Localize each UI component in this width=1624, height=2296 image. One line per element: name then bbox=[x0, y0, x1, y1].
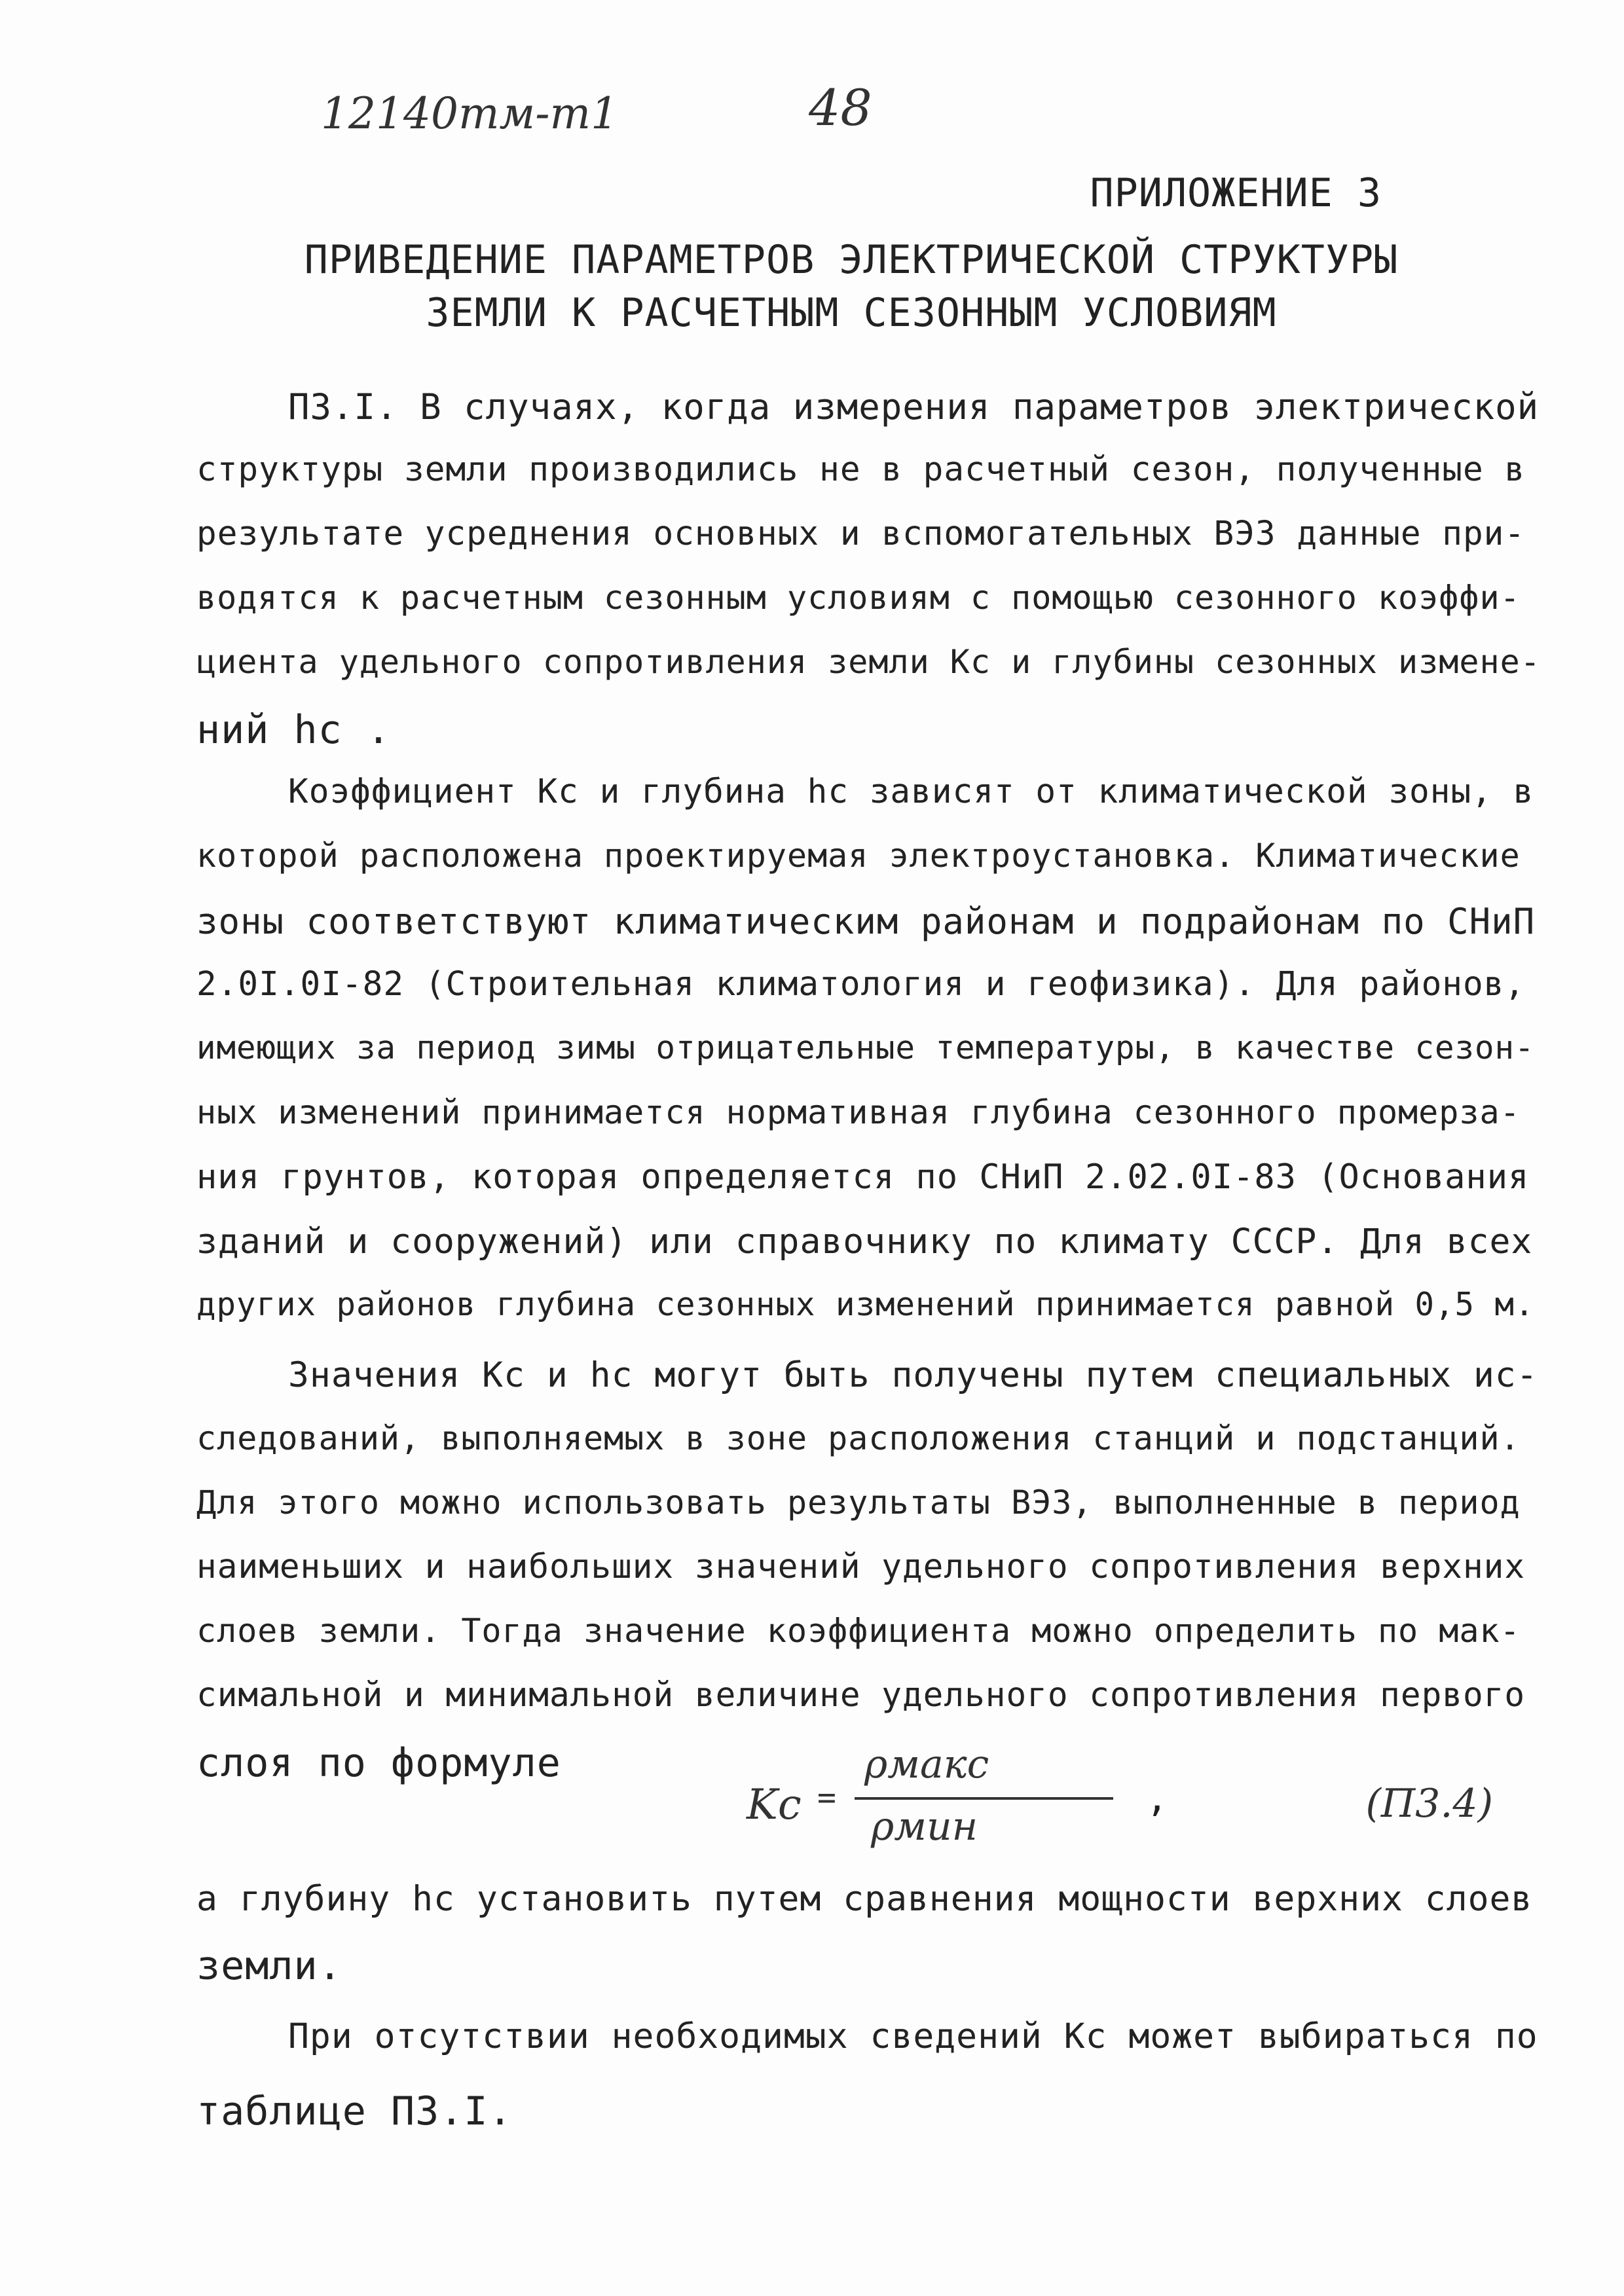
formula-numerator: ρмакс bbox=[864, 1741, 989, 1787]
body-line: При отсутствии необходимых сведений Kс может выбираться по bbox=[288, 2016, 1538, 2056]
body-line: результате усреднения основных и вспомогательных ВЭЗ данные при- bbox=[196, 515, 1526, 553]
formula-equals: = bbox=[817, 1779, 836, 1816]
formula-number: (П3.4) bbox=[1365, 1781, 1493, 1827]
body-line: зоны соответствуют климатическим районам и подрайонам по СНиП bbox=[196, 901, 1536, 942]
body-line: других районов глубина сезонных изменений принимается равной 0,5 м. bbox=[196, 1286, 1535, 1323]
page-number: 48 bbox=[809, 79, 872, 137]
title-line-2: ЗЕМЛИ К РАСЧЕТНЫМ СЕЗОННЫМ УСЛОВИЯМ bbox=[426, 290, 1277, 336]
formula-lhs: Kс bbox=[747, 1781, 802, 1829]
body-line: Для этого можно использовать результаты ВЭЗ, выполненные в период bbox=[196, 1484, 1521, 1522]
body-line: водятся к расчетным сезонным условиям с помощью сезонного коэффи- bbox=[196, 579, 1521, 617]
body-line: земли. bbox=[196, 1943, 342, 1989]
body-line: Значения Kс и hс могут быть получены путем специальных ис- bbox=[288, 1355, 1538, 1395]
body-line: слоев земли. Тогда значение коэффициента можно определить по мак- bbox=[196, 1612, 1521, 1650]
body-line: Коэффициент Kс и глубина hс зависят от климатической зоны, в bbox=[288, 773, 1534, 811]
title-line-1: ПРИВЕДЕНИЕ ПАРАМЕТРОВ ЭЛЕКТРИЧЕСКОЙ СТРУКТУРЫ bbox=[304, 237, 1399, 283]
body-line: ний hс . bbox=[196, 707, 391, 753]
body-line: ния грунтов, которая определяется по СНиП 2.02.0I-83 (Основания bbox=[196, 1157, 1530, 1197]
body-line: ных изменений принимается нормативная глубина сезонного промерза- bbox=[196, 1093, 1521, 1131]
body-line: 2.0I.0I-82 (Строительная климатология и геофизика). Для районов, bbox=[196, 965, 1526, 1004]
body-line: наименьших и наибольших значений удельного сопротивления верхних bbox=[196, 1548, 1526, 1586]
formula bbox=[747, 1741, 1493, 1872]
formula-denominator: ρмин bbox=[871, 1804, 978, 1850]
body-line: зданий и сооружений) или справочнику по климату СССР. Для всех bbox=[196, 1222, 1533, 1262]
body-line: следований, выполняемых в зоне расположения станций и подстанций. bbox=[196, 1419, 1521, 1457]
document-code: 12140тм-т1 bbox=[321, 88, 619, 139]
body-line: которой расположена проектируемая электроустановка. Климатические bbox=[196, 837, 1521, 875]
formula-comma: , bbox=[1146, 1777, 1168, 1820]
body-line: таблице П3.I. bbox=[196, 2088, 513, 2134]
formula-fraction-bar bbox=[855, 1797, 1113, 1800]
body-line: имеющих за период зимы отрицательные температуры, в качестве сезон- bbox=[196, 1029, 1535, 1066]
body-line: циента удельного сопротивления земли Kс и глубины сезонных измене- bbox=[196, 643, 1541, 681]
body-line: слоя по формуле bbox=[196, 1740, 561, 1786]
body-line: структуры земли производились не в расчетный сезон, полученные в bbox=[196, 450, 1526, 489]
body-line: симальной и минимальной величине удельного сопротивления первого bbox=[196, 1676, 1526, 1715]
body-line: а глубину hс установить путем сравнения мощности верхних слоев bbox=[196, 1879, 1533, 1919]
appendix-label: ПРИЛОЖЕНИЕ 3 bbox=[1090, 170, 1382, 216]
body-line: П3.I. В случаях, когда измерения параметров электрической bbox=[288, 386, 1540, 428]
